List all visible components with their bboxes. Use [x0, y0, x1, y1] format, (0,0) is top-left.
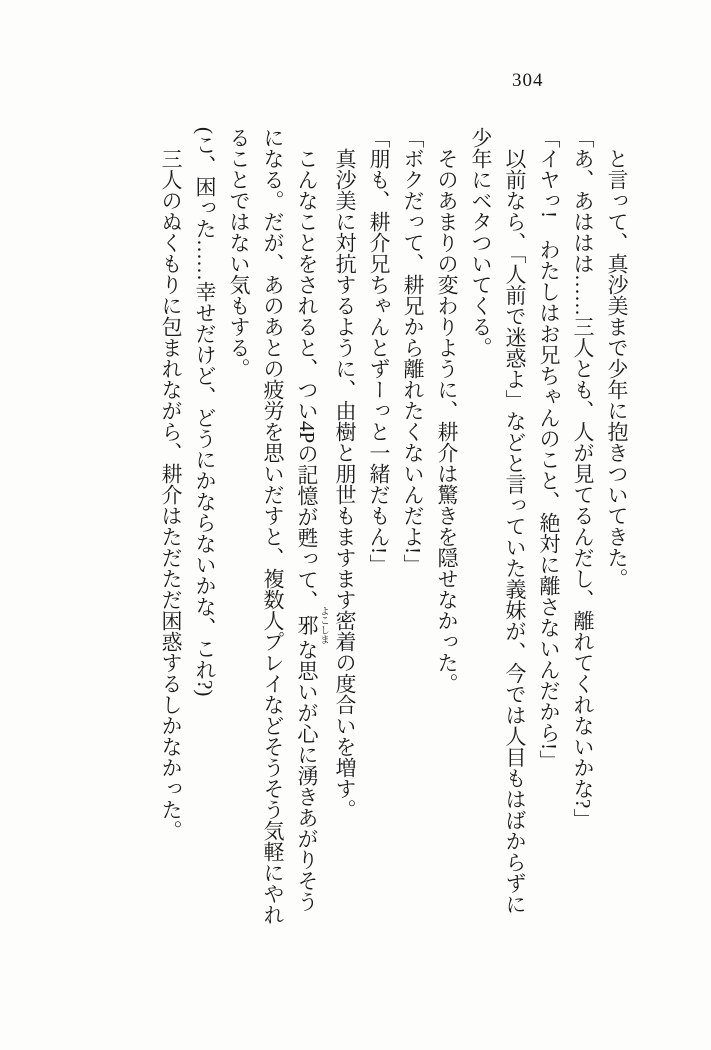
text-column: ることではない気もする。 [227, 127, 251, 379]
text-column: そのあまりの変わりように、耕介は驚きを隠せなかった。 [435, 148, 459, 694]
text-column: 「イヤっ! わたしはお兄ちゃんのこと、絶対に離さないんだから!」 [537, 127, 561, 771]
text-column: 「朋も、耕介兄ちゃんとずーっと一緒だもん!」 [367, 127, 391, 575]
page-number: 304 [512, 70, 544, 91]
text-column: 「ボクだって、耕兄から離れたくないんだよ!」 [401, 127, 425, 575]
text-column: 「あ、あははは……三人とも、人が見てるんだし、離れてくれないかな?」 [571, 127, 595, 830]
text-column: になる。だが、あのあとの疲労を思いだすと、複数人プレイなどそうそう気軽にやれ [261, 127, 285, 925]
text-column: 三人のぬくもりに包まれながら、耕介はただただ困惑するしかなかった。 [159, 148, 183, 841]
text-column: (こ、困った……幸せだけど、どうにかならないかな、これ?) [193, 127, 217, 697]
text-column: 少年にベタついてくる。 [469, 127, 493, 358]
ruby-annotation: 邪 よこしま [295, 606, 328, 645]
text-column: 以前なら、「人前で迷惑よ」などと言っていた義妹が、今では人目もはばからずに [503, 148, 527, 915]
ruby-text: よこしま [318, 606, 328, 645]
text-column: 真沙美に対抗するように、由樹と朋世もますます密着の度合いを増す。 [333, 148, 357, 820]
text-column: と言って、真沙美まで少年に抱きついてきた。 [605, 148, 629, 589]
text-column: こんなことをされると、つい4Pの記憶が甦って、邪 よこしまな思いが心に湧きあがりそう [295, 148, 328, 913]
text-columns [154, 127, 634, 927]
